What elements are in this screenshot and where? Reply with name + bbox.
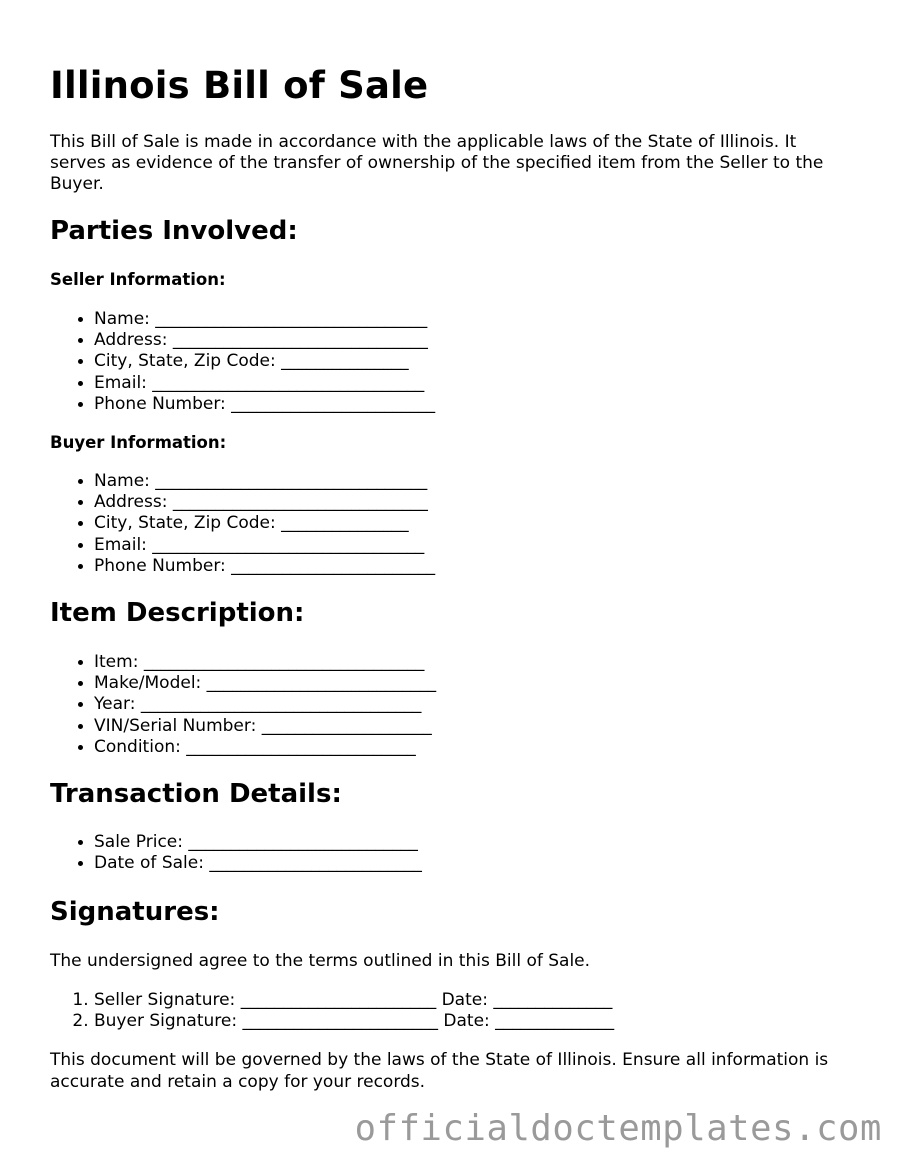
- make-model-field: • Make/Model: ___________________________: [94, 673, 436, 694]
- year-field: • Year: _________________________________: [94, 694, 436, 715]
- item-description-heading: Item Description:: [50, 598, 305, 628]
- date-of-sale-field: • Date of Sale: _________________________: [94, 853, 422, 874]
- buyer-fields-list: [50, 471, 435, 577]
- buyer-city-state-zip-field: • City, State, Zip Code: _______________: [94, 513, 435, 534]
- sale-price-field: • Sale Price: ___________________________: [94, 832, 422, 853]
- seller-fields-list: [50, 309, 435, 415]
- buyer-signature-line: 2. Buyer Signature: _______________________ Date: ______________: [94, 1011, 614, 1032]
- vin-serial-field: • VIN/Serial Number: ____________________: [94, 716, 436, 737]
- buyer-info-heading: Buyer Information:: [50, 433, 227, 452]
- seller-address-field: • Address: ______________________________: [94, 330, 435, 351]
- intro-paragraph: This Bill of Sale is made in accordance with the applicable laws of the State of Illinois. It serves as evidence of the transfer of ownership of the specified item from the Seller to the Buyer.: [50, 132, 824, 194]
- closing-paragraph: This document will be governed by the laws of the State of Illinois. Ensure all information is accurate and retain a copy for your records.: [50, 1050, 829, 1092]
- seller-phone-field: • Phone Number: ________________________: [94, 394, 435, 415]
- item-fields-list: [50, 652, 436, 758]
- signatures-statement: The undersigned agree to the terms outlined in this Bill of Sale.: [50, 951, 591, 971]
- transaction-details-heading: Transaction Details:: [50, 779, 342, 809]
- buyer-email-field: • Email: ________________________________: [94, 535, 435, 556]
- buyer-name-field: • Name: ________________________________: [94, 471, 435, 492]
- buyer-phone-field: • Phone Number: ________________________: [94, 556, 435, 577]
- signature-lines-list: [50, 990, 614, 1032]
- item-field: • Item: _________________________________: [94, 652, 436, 673]
- seller-city-state-zip-field: • City, State, Zip Code: _______________: [94, 351, 435, 372]
- seller-email-field: • Email: ________________________________: [94, 373, 435, 394]
- parties-heading: Parties Involved:: [50, 216, 298, 246]
- watermark-text: officialdoctemplates.com: [354, 1108, 882, 1149]
- transaction-fields-list: [50, 832, 422, 874]
- seller-info-heading: Seller Information:: [50, 270, 226, 289]
- condition-field: • Condition: ___________________________: [94, 737, 436, 758]
- seller-signature-line: 1. Seller Signature: _______________________ Date: ______________: [94, 990, 614, 1011]
- buyer-address-field: • Address: ______________________________: [94, 492, 435, 513]
- seller-name-field: • Name: ________________________________: [94, 309, 435, 330]
- document-title: Illinois Bill of Sale: [50, 64, 429, 107]
- signatures-heading: Signatures:: [50, 897, 220, 927]
